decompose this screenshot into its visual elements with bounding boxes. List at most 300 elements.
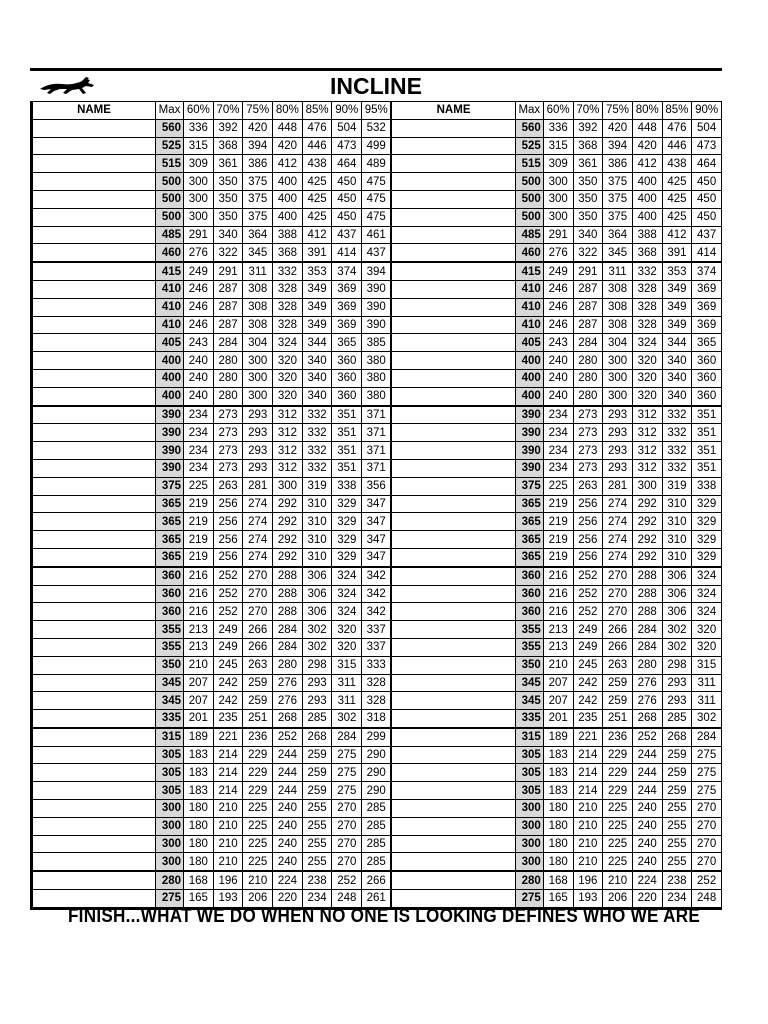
percent-cell: 210 — [573, 817, 603, 835]
name-cell[interactable] — [32, 800, 156, 818]
percent-cell: 280 — [273, 656, 303, 674]
percent-cell: 319 — [302, 477, 332, 495]
percent-cell: 386 — [603, 155, 633, 173]
percent-cell: 380 — [362, 387, 392, 405]
name-cell[interactable] — [391, 621, 515, 639]
percent-cell: 210 — [213, 800, 243, 818]
percent-cell: 270 — [243, 585, 273, 603]
percent-cell: 259 — [302, 746, 332, 764]
name-cell[interactable] — [32, 173, 156, 191]
percent-cell: 450 — [332, 173, 362, 191]
percent-cell: 340 — [302, 387, 332, 405]
percent-cell: 213 — [184, 638, 214, 656]
name-cell[interactable] — [32, 692, 156, 710]
percent-cell: 349 — [302, 280, 332, 298]
table-row — [32, 155, 722, 173]
name-cell[interactable] — [391, 244, 515, 262]
name-cell[interactable] — [391, 352, 515, 370]
max-cell: 390 — [515, 406, 543, 424]
name-cell[interactable] — [391, 513, 515, 531]
table-row — [32, 513, 722, 531]
percent-cell: 375 — [243, 208, 273, 226]
percent-cell: 221 — [573, 728, 603, 746]
percent-cell: 464 — [332, 155, 362, 173]
name-cell[interactable] — [32, 334, 156, 352]
percent-cell: 243 — [543, 334, 573, 352]
name-cell[interactable] — [391, 692, 515, 710]
percent-cell: 255 — [662, 800, 692, 818]
percent-cell: 287 — [573, 316, 603, 334]
percent-cell: 293 — [302, 692, 332, 710]
pct-column-header: 70% — [213, 102, 243, 120]
max-cell: 275 — [156, 890, 184, 909]
table-row — [32, 369, 722, 387]
name-column-header: NAME — [391, 102, 515, 120]
name-cell[interactable] — [391, 567, 515, 585]
name-cell[interactable] — [32, 442, 156, 460]
percent-cell: 308 — [243, 316, 273, 334]
max-cell: 400 — [156, 387, 184, 405]
name-cell[interactable] — [391, 656, 515, 674]
name-cell[interactable] — [32, 190, 156, 208]
percent-cell: 288 — [632, 585, 662, 603]
max-cell: 560 — [515, 119, 543, 137]
max-cell: 500 — [515, 208, 543, 226]
title-bar — [30, 68, 722, 101]
name-cell[interactable] — [391, 208, 515, 226]
name-cell[interactable] — [391, 387, 515, 405]
percent-cell: 353 — [302, 262, 332, 280]
percent-cell: 180 — [184, 835, 214, 853]
max-cell: 355 — [515, 638, 543, 656]
percent-cell: 219 — [184, 548, 214, 566]
percent-cell: 360 — [692, 369, 722, 387]
percent-cell: 371 — [362, 406, 392, 424]
percent-cell: 369 — [332, 280, 362, 298]
table-row — [32, 548, 722, 566]
name-cell[interactable] — [32, 226, 156, 244]
percent-cell: 180 — [184, 800, 214, 818]
table-row — [32, 495, 722, 513]
percent-cell: 448 — [273, 119, 303, 137]
name-cell[interactable] — [32, 513, 156, 531]
name-cell[interactable] — [32, 674, 156, 692]
percent-cell: 369 — [692, 280, 722, 298]
name-cell[interactable] — [32, 424, 156, 442]
percent-cell: 280 — [213, 352, 243, 370]
name-cell[interactable] — [391, 442, 515, 460]
percent-cell: 234 — [543, 459, 573, 477]
max-cell: 345 — [515, 692, 543, 710]
percent-cell: 219 — [184, 531, 214, 549]
name-cell[interactable] — [391, 800, 515, 818]
percent-cell: 270 — [692, 835, 722, 853]
percent-cell: 308 — [603, 298, 633, 316]
name-cell[interactable] — [32, 782, 156, 800]
max-cell: 400 — [156, 352, 184, 370]
percent-cell: 340 — [662, 387, 692, 405]
max-cell: 360 — [156, 585, 184, 603]
name-cell[interactable] — [391, 155, 515, 173]
max-cell: 345 — [156, 692, 184, 710]
table-row — [32, 567, 722, 585]
name-cell[interactable] — [391, 495, 515, 513]
percent-cell: 274 — [243, 513, 273, 531]
percent-cell: 290 — [362, 764, 392, 782]
percent-cell: 246 — [184, 298, 214, 316]
name-cell[interactable] — [391, 424, 515, 442]
percent-cell: 329 — [692, 495, 722, 513]
percent-cell: 400 — [273, 173, 303, 191]
name-cell[interactable] — [32, 459, 156, 477]
percent-cell: 292 — [273, 548, 303, 566]
name-cell[interactable] — [32, 208, 156, 226]
name-cell[interactable] — [391, 674, 515, 692]
name-cell[interactable] — [391, 173, 515, 191]
percent-cell: 168 — [543, 871, 573, 889]
percent-cell: 189 — [184, 728, 214, 746]
percent-cell: 375 — [243, 173, 273, 191]
max-cell: 300 — [156, 817, 184, 835]
pct-column-header: 90% — [692, 102, 722, 120]
name-cell[interactable] — [32, 567, 156, 585]
percent-cell: 275 — [692, 746, 722, 764]
name-cell[interactable] — [32, 638, 156, 656]
name-cell[interactable] — [32, 710, 156, 728]
percent-cell: 350 — [573, 208, 603, 226]
percent-cell: 302 — [662, 638, 692, 656]
percent-cell: 315 — [692, 656, 722, 674]
percent-cell: 351 — [332, 424, 362, 442]
percent-cell: 201 — [184, 710, 214, 728]
table-row — [32, 190, 722, 208]
percent-cell: 390 — [362, 298, 392, 316]
percent-cell: 329 — [332, 495, 362, 513]
name-cell[interactable] — [391, 531, 515, 549]
max-cell: 525 — [156, 137, 184, 155]
name-cell[interactable] — [391, 406, 515, 424]
name-cell[interactable] — [391, 477, 515, 495]
table-row — [32, 746, 722, 764]
name-cell[interactable] — [32, 853, 156, 871]
max-cell: 365 — [156, 531, 184, 549]
table-row — [32, 387, 722, 405]
name-cell[interactable] — [32, 369, 156, 387]
percent-cell: 310 — [302, 531, 332, 549]
percent-cell: 288 — [273, 567, 303, 585]
name-cell[interactable] — [32, 406, 156, 424]
percent-cell: 270 — [332, 817, 362, 835]
percent-cell: 240 — [543, 369, 573, 387]
max-cell: 305 — [156, 764, 184, 782]
name-cell[interactable] — [391, 334, 515, 352]
name-cell[interactable] — [32, 262, 156, 280]
percent-cell: 242 — [213, 674, 243, 692]
percent-cell: 252 — [273, 728, 303, 746]
percent-cell: 293 — [603, 424, 633, 442]
name-cell[interactable] — [32, 244, 156, 262]
max-cell: 365 — [156, 513, 184, 531]
percent-cell: 368 — [632, 244, 662, 262]
percent-cell: 225 — [603, 835, 633, 853]
percent-cell: 374 — [692, 262, 722, 280]
max-cell: 500 — [515, 173, 543, 191]
percent-cell: 308 — [603, 316, 633, 334]
name-cell[interactable] — [391, 369, 515, 387]
percent-cell: 259 — [302, 764, 332, 782]
percent-cell: 450 — [692, 173, 722, 191]
percent-cell: 235 — [573, 710, 603, 728]
percent-cell: 275 — [692, 782, 722, 800]
name-cell[interactable] — [32, 280, 156, 298]
name-cell[interactable] — [32, 621, 156, 639]
percent-cell: 310 — [302, 495, 332, 513]
percent-cell: 340 — [573, 226, 603, 244]
name-cell[interactable] — [391, 782, 515, 800]
percent-cell: 300 — [243, 387, 273, 405]
percent-cell: 259 — [662, 746, 692, 764]
max-cell: 305 — [515, 746, 543, 764]
name-cell[interactable] — [32, 477, 156, 495]
max-cell: 280 — [156, 871, 184, 889]
max-cell: 415 — [515, 262, 543, 280]
percent-cell: 266 — [243, 621, 273, 639]
percent-cell: 220 — [632, 890, 662, 909]
name-cell[interactable] — [32, 298, 156, 316]
percent-cell: 268 — [302, 728, 332, 746]
table-row — [32, 674, 722, 692]
pct-column-header: 85% — [302, 102, 332, 120]
percent-cell: 394 — [243, 137, 273, 155]
name-cell[interactable] — [32, 603, 156, 621]
percent-cell: 249 — [213, 621, 243, 639]
percent-cell: 473 — [692, 137, 722, 155]
percent-cell: 371 — [362, 424, 392, 442]
percent-cell: 475 — [362, 173, 392, 191]
percent-cell: 351 — [332, 442, 362, 460]
name-cell[interactable] — [391, 226, 515, 244]
percent-cell: 216 — [184, 603, 214, 621]
table-row — [32, 638, 722, 656]
percent-cell: 252 — [213, 603, 243, 621]
percent-cell: 385 — [362, 334, 392, 352]
max-cell: 410 — [515, 280, 543, 298]
percent-cell: 342 — [362, 567, 392, 585]
name-cell[interactable] — [391, 835, 515, 853]
percent-cell: 320 — [273, 352, 303, 370]
name-cell[interactable] — [391, 764, 515, 782]
percent-cell: 347 — [362, 495, 392, 513]
name-cell[interactable] — [32, 835, 156, 853]
name-cell[interactable] — [32, 119, 156, 137]
percent-cell: 249 — [543, 262, 573, 280]
name-cell[interactable] — [391, 280, 515, 298]
table-row — [32, 352, 722, 370]
max-cell: 300 — [515, 853, 543, 871]
percent-cell: 180 — [543, 835, 573, 853]
percent-cell: 275 — [692, 764, 722, 782]
percent-cell: 425 — [662, 190, 692, 208]
name-cell[interactable] — [391, 119, 515, 137]
name-cell[interactable] — [391, 585, 515, 603]
percent-cell: 210 — [243, 871, 273, 889]
name-cell[interactable] — [32, 728, 156, 746]
max-cell: 360 — [156, 603, 184, 621]
percent-cell: 246 — [184, 316, 214, 334]
percent-cell: 350 — [213, 208, 243, 226]
name-cell[interactable] — [32, 746, 156, 764]
name-cell[interactable] — [32, 316, 156, 334]
name-cell[interactable] — [391, 262, 515, 280]
percent-cell: 248 — [332, 890, 362, 909]
percent-cell: 437 — [692, 226, 722, 244]
name-cell[interactable] — [391, 638, 515, 656]
percent-cell: 183 — [543, 782, 573, 800]
percent-cell: 351 — [332, 406, 362, 424]
percent-cell: 229 — [603, 764, 633, 782]
percent-cell: 320 — [332, 638, 362, 656]
max-cell: 390 — [156, 406, 184, 424]
name-cell[interactable] — [32, 155, 156, 173]
name-cell[interactable] — [32, 871, 156, 889]
max-cell: 360 — [515, 585, 543, 603]
percent-cell: 255 — [302, 853, 332, 871]
name-cell[interactable] — [391, 316, 515, 334]
pct-column-header: 70% — [573, 102, 603, 120]
name-cell[interactable] — [32, 585, 156, 603]
name-cell[interactable] — [32, 764, 156, 782]
percent-cell: 246 — [184, 280, 214, 298]
name-cell[interactable] — [32, 548, 156, 566]
percent-cell: 256 — [573, 513, 603, 531]
name-cell[interactable] — [32, 137, 156, 155]
percent-cell: 180 — [184, 817, 214, 835]
percent-cell: 285 — [362, 800, 392, 818]
name-cell[interactable] — [391, 728, 515, 746]
percent-cell: 213 — [184, 621, 214, 639]
percent-cell: 274 — [243, 531, 273, 549]
name-cell[interactable] — [391, 603, 515, 621]
max-cell: 305 — [156, 782, 184, 800]
percent-cell: 255 — [302, 835, 332, 853]
name-cell[interactable] — [391, 459, 515, 477]
percent-cell: 311 — [692, 674, 722, 692]
percent-cell: 291 — [213, 262, 243, 280]
name-cell[interactable] — [32, 531, 156, 549]
percent-cell: 245 — [213, 656, 243, 674]
percent-cell: 292 — [632, 548, 662, 566]
percent-cell: 300 — [184, 173, 214, 191]
max-cell: 365 — [515, 531, 543, 549]
percent-cell: 261 — [362, 890, 392, 909]
percent-cell: 270 — [692, 800, 722, 818]
percent-cell: 234 — [662, 890, 692, 909]
max-cell: 485 — [156, 226, 184, 244]
name-cell[interactable] — [391, 298, 515, 316]
pct-column-header: 60% — [184, 102, 214, 120]
name-cell[interactable] — [32, 656, 156, 674]
table-row — [32, 871, 722, 889]
percent-cell: 234 — [543, 442, 573, 460]
percent-cell: 259 — [603, 674, 633, 692]
percent-cell: 234 — [184, 424, 214, 442]
name-cell[interactable] — [391, 817, 515, 835]
percent-cell: 300 — [243, 369, 273, 387]
name-cell[interactable] — [32, 495, 156, 513]
percent-cell: 240 — [273, 853, 303, 871]
percent-cell: 336 — [543, 119, 573, 137]
percent-cell: 293 — [243, 459, 273, 477]
percent-cell: 263 — [213, 477, 243, 495]
percent-cell: 320 — [632, 387, 662, 405]
percent-cell: 225 — [543, 477, 573, 495]
percent-cell: 268 — [273, 710, 303, 728]
percent-cell: 244 — [273, 746, 303, 764]
percent-cell: 344 — [662, 334, 692, 352]
percent-cell: 213 — [543, 621, 573, 639]
name-cell[interactable] — [391, 190, 515, 208]
max-cell: 390 — [156, 424, 184, 442]
percent-cell: 371 — [362, 442, 392, 460]
percent-cell: 229 — [603, 782, 633, 800]
name-cell[interactable] — [391, 746, 515, 764]
max-column-header: Max — [515, 102, 543, 120]
name-cell[interactable] — [391, 871, 515, 889]
percent-cell: 274 — [603, 548, 633, 566]
percent-cell: 292 — [273, 513, 303, 531]
percent-cell: 168 — [184, 871, 214, 889]
percent-cell: 252 — [632, 728, 662, 746]
percent-cell: 291 — [543, 226, 573, 244]
name-cell[interactable] — [32, 387, 156, 405]
percent-cell: 240 — [543, 352, 573, 370]
name-cell[interactable] — [391, 137, 515, 155]
percent-cell: 288 — [273, 585, 303, 603]
percent-cell: 324 — [692, 603, 722, 621]
name-cell[interactable] — [32, 352, 156, 370]
percent-cell: 214 — [213, 746, 243, 764]
percent-cell: 256 — [213, 495, 243, 513]
percent-cell: 412 — [662, 226, 692, 244]
name-cell[interactable] — [391, 548, 515, 566]
percent-cell: 216 — [543, 585, 573, 603]
percent-cell: 206 — [603, 890, 633, 909]
percent-cell: 329 — [332, 531, 362, 549]
percent-cell: 375 — [243, 190, 273, 208]
max-cell: 390 — [515, 442, 543, 460]
percent-cell: 400 — [273, 190, 303, 208]
incline-sheet — [30, 68, 722, 910]
name-cell[interactable] — [32, 817, 156, 835]
percent-cell: 328 — [632, 298, 662, 316]
percent-cell: 270 — [243, 567, 273, 585]
percent-cell: 414 — [692, 244, 722, 262]
percent-cell: 252 — [213, 567, 243, 585]
name-cell[interactable] — [391, 853, 515, 871]
percent-cell: 249 — [573, 621, 603, 639]
percent-cell: 322 — [573, 244, 603, 262]
percent-cell: 236 — [603, 728, 633, 746]
max-cell: 375 — [515, 477, 543, 495]
max-cell: 400 — [515, 352, 543, 370]
percent-cell: 256 — [573, 495, 603, 513]
percent-cell: 284 — [332, 728, 362, 746]
percent-cell: 400 — [632, 173, 662, 191]
name-cell[interactable] — [391, 710, 515, 728]
percent-cell: 273 — [213, 442, 243, 460]
percent-cell: 273 — [213, 406, 243, 424]
percent-cell: 263 — [573, 477, 603, 495]
